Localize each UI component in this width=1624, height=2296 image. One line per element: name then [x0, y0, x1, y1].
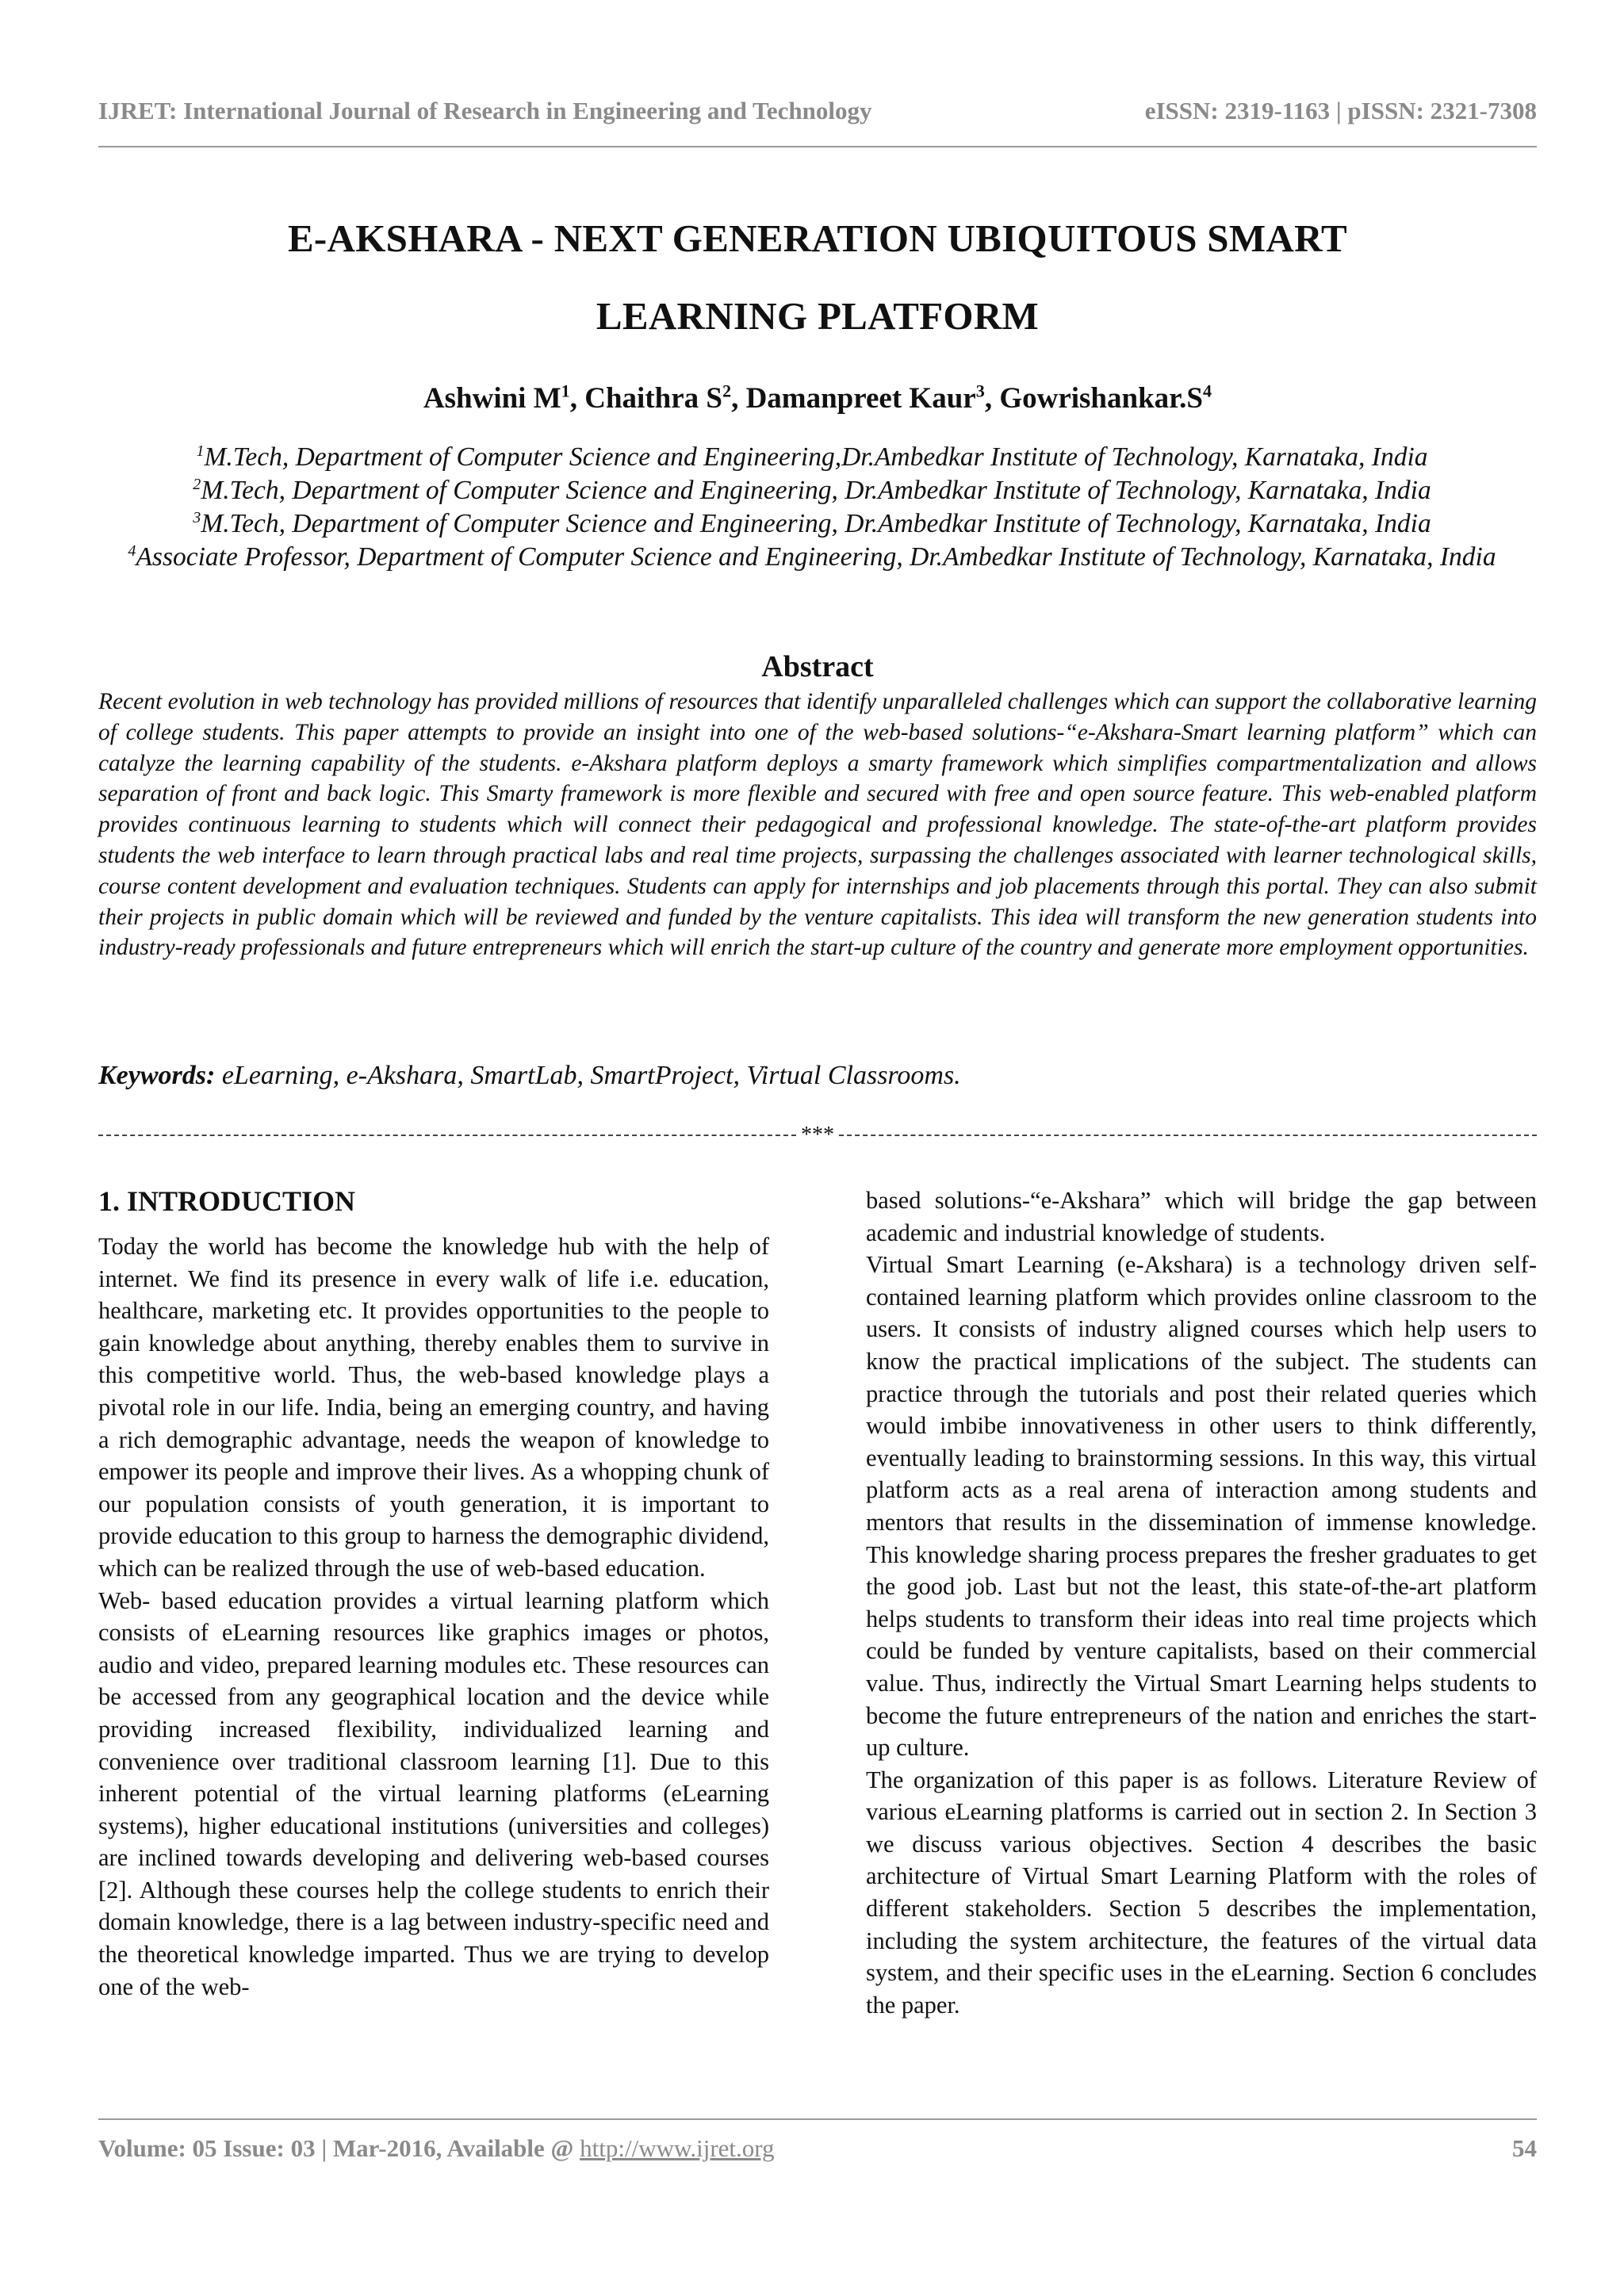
author: $Gowrishankar.S^4$ — [999, 381, 1212, 415]
separator-stars: *** — [801, 1123, 834, 1147]
author: Ashwini $M^1$, — [423, 381, 585, 415]
separator-dashes-left — [98, 1135, 796, 1136]
header-rule — [98, 146, 1537, 147]
journal-name: IJRET: International Journal of Research in Engineering and Technology — [98, 97, 872, 124]
abstract-heading: Abstract — [761, 650, 874, 683]
journal-link[interactable]: http://www.ijret.org — [580, 2134, 775, 2162]
page-number: 54 — [1512, 2134, 1537, 2162]
affiliations — [79, 441, 1545, 574]
title-line-2: LEARNING PLATFORM — [596, 294, 1040, 338]
affiliation: $^3$M.Tech, Department of Computer Science and Engineering, Dr.Ambedkar Institute of Technology, Karnataka, India — [193, 508, 1431, 538]
keywords-list: eLearning, e-Akshara, SmartLab, SmartProject, Virtual Classrooms. — [215, 1061, 961, 1090]
author-list — [98, 379, 1537, 419]
issn-info: eISSN: 2319-1163 | pISSN: 2321-7308 — [1144, 97, 1537, 124]
paragraph: Web- based education provides a virtual learning platform which consists of eLearning resources like graphics images or photos, audio and video, prepared learning modules etc. These resources can be accessed from any geographical location and the device while providing increased flexibility, individualized learning and convenience over traditional classroom learning [1]. Due to this inherent potential of the virtual learning platforms (eLearning systems), higher educational institutions (universities and colleges) are inclined towards developing and delivering web-based courses [2]. Although these courses help the college students to enrich their domain knowledge, there is a lag between industry-specific need and the theoretical knowledge imparted. Thus we are trying to develop one of the web- — [98, 1586, 769, 2000]
author: Chaithra $S^2$, — [584, 381, 746, 415]
running-header — [98, 97, 1537, 125]
author: Damanpreet Kaur$^3$, — [745, 381, 1000, 415]
volume-info: Volume: 05 Issue: 03 | Mar-2016, Available @ http://www.ijret.org — [98, 2134, 775, 2162]
paragraph: based solutions-“e-Akshara” which will bridge the gap between academic and industrial knowledge of students. — [866, 1187, 1537, 1246]
paragraph: Virtual Smart Learning (e-Akshara) is a technology driven self-contained learning platform which provides online classroom to the users. It consists of industry aligned courses which help users to know the practical implications of the subject. The students can practice through the tutorials and post their related queries which would imbibe innovativeness in other users to think differently, eventually leading to brainstorming sessions. In this way, this virtual platform acts as a real arena of interaction among students and mentors that results in the dissemination of immense knowledge. This knowledge sharing process prepares the fresher graduates to get the good job. Last but not the least, this state-of-the-art platform helps students to transform their ideas into real time projects which could be funded by venture capitalists, based on their commercial value. Thus, indirectly the Virtual Smart Learning helps students to become the future entrepreneurs of the nation and enriches the start-up culture. — [866, 1251, 1537, 1762]
affiliation: $^1$M.Tech, Department of Computer Science and Engineering,Dr.Ambedkar Institute of Technology, Karnataka, India — [196, 442, 1428, 472]
paper-title — [98, 200, 1537, 355]
left-column — [98, 1181, 769, 2003]
right-column — [866, 1184, 1537, 2021]
paragraph: The organization of this paper is as follows. Literature Review of various eLearning platforms is carried out in section 2. In Section 3 we discuss various objectives. Section 4 describes the basic architecture of Virtual Smart Learning Platform with the roles of different stakeholders. Section 5 describes the implementation, including the system architecture, the features of the virtual data system, and their specific uses in the eLearning. Section 6 concludes the paper. — [866, 1766, 1537, 2019]
running-footer — [98, 2134, 1537, 2163]
section-separator — [98, 1119, 1537, 1151]
keywords-label: Keywords: — [98, 1061, 216, 1090]
affiliation: $^4$Associate Professor, Department of Computer Science and Engineering, Dr.Ambedkar Institute of Technology, Karnataka, India — [128, 541, 1496, 572]
footer-rule — [98, 2118, 1537, 2120]
paragraph: Today the world has become the knowledge hub with the help of internet. We find its presence in every walk of life i.e. education, healthcare, marketing etc. It provides opportunities to the people to gain knowledge about anything, thereby enables them to survive in this competitive world. Thus, the web-based knowledge plays a pivotal role in our life. India, being an emerging country, and having a rich demographic advantage, needs the weapon of knowledge to empower its people and improve their lives. As a whopping chunk of our population consists of youth generation, it is important to provide education to this group to harness the demographic dividend, which can be realized through the use of web-based education. — [98, 1233, 769, 1582]
introduction-heading: 1. INTRODUCTION — [98, 1185, 356, 1217]
title-line-1: E-AKSHARA - NEXT GENERATION UBIQUITOUS SMART — [287, 216, 1348, 260]
separator-dashes-right — [839, 1135, 1537, 1136]
keywords — [98, 1058, 1537, 1094]
affiliation: $^2$M.Tech, Department of Computer Science and Engineering, Dr.Ambedkar Institute of Technology, Karnataka, India — [193, 475, 1431, 505]
abstract-text: Recent evolution in web technology has provided millions of resources that identify unparalleled challenges which can support the collaborative learning of college students. This paper attempts to provide an insight into one of the web-based solutions-“e-Akshara-Smart learning platform” which can catalyze the learning capability of the students. e-Akshara platform deploys a smarty framework which simplifies compartmentalization and allows separation of front and back logic. This Smarty framework is more flexible and secured with free and open source feature. This web-enabled platform provides continuous learning to students which will connect their pedagogical and professional knowledge. The state-of-the-art platform provides students the web interface to learn through practical labs and real time projects, surpassing the challenges associated with learner technological skills, course content development and evaluation techniques. Students can apply for internships and job placements through this portal. They can also submit their projects in public domain which will be reviewed and funded by the venture capitalists. This idea will transform the new generation students into industry-ready professionals and future entrepreneurs which will enrich the start-up culture of the country and generate more employment opportunities. — [98, 689, 1537, 961]
